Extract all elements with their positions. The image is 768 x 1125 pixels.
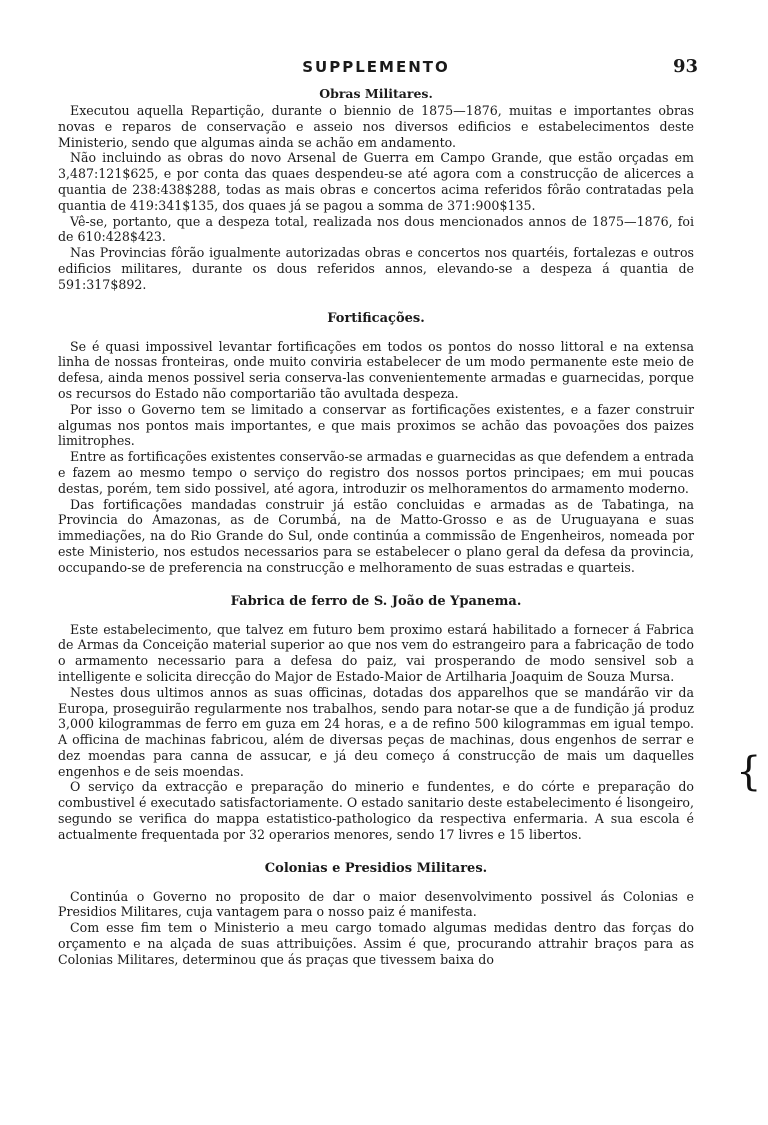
paragraph: Este estabelecimento, que talvez em futuro bem proximo estará habilitado a fornecer á Fabrica de Armas da Conceição material superior ao que nos vem do estrangeiro para a fabricação de todo o armamento necessario para a defesa do paiz, vai prosperando de modo sensivel sob a intelligente e solicita direcção do Major de Estado-Maior de Artilharia Joaquim de Souza Mursa. — [58, 621, 694, 684]
paragraph: Entre as fortificações existentes conservão-se armadas e guarnecidas as que defendem a entrada e fazem ao mesmo tempo o serviço do registro dos nossos portos principaes; em mui poucas destas, porém, tem sido possivel, até agora, introduzir os melhoramentos do armamento moderno. — [58, 449, 694, 496]
page-number: 93 — [672, 56, 698, 77]
paragraph: Executou aquella Repartição, durante o biennio de 1875—1876, muitas e importantes obras novas e reparos de conservação e asseio nos diversos edificios e estabelecimentos deste Ministerio, sendo que algumas ainda se achão em andamento. — [58, 103, 694, 150]
paragraph: Nestes dous ultimos annos as suas officinas, dotadas dos apparelhos que se mandárão vir da Europa, proseguirão regularmente nos trabalhos, sendo para notar-se que a de fundição já produz 3,000 kilogrammas de ferro em guza em 24 horas, e a de refino 500 kilogrammas em igual tempo. A officina de machinas fabricou, além de diversas peças de machinas, dous engenhos de serrar e dez moendas para canna de assucar, e já deu começo á construcção de mais um daquelles engenhos e de seis moendas. — [58, 684, 694, 779]
paragraph: Não incluindo as obras do novo Arsenal de Guerra em Campo Grande, que estão orçadas em 3,487:121$625, e por conta das quaes despendeu-se até agora com a construcção de alicerces a quantia de 238:438$288, todas as mais obras e concertos acima referidos fôrão contratadas pela quantia de 419:341$135, dos quaes já se pagou a somma de 371:900$135. — [58, 150, 694, 213]
page-header — [58, 56, 698, 86]
paragraph: Por isso o Governo tem se limitado a conservar as fortificações existentes, e a fazer construir algumas nos pontos mais importantes, e que mais proximos se achão das povoações dos paizes limitrophes. — [58, 401, 694, 449]
paragraph: Vê-se, portanto, que a despeza total, realizada nos dous mencionados annos de 1875—1876, foi de 610:428$423. — [58, 213, 694, 245]
section-title: Obras Militares. — [319, 86, 433, 101]
paragraph: Continúa o Governo no proposito de dar o maior desenvolvimento possivel ás Colonias e Presidios Militares, cuja vantagem para o nosso paiz é manifesta. — [58, 888, 694, 920]
section-title: Fortificações. — [327, 310, 425, 326]
section-fabrica-ypanema — [58, 594, 694, 843]
paragraph: Nas Provincias fôrão igualmente autorizadas obras e concertos nos quartéis, fortalezas e outros edificios militares, durante os dous referidos annos, elevando-se a despeza á quantia de 591:317$892. — [58, 245, 694, 292]
paragraph: Das fortificações mandadas construir já estão concluidas e armadas as de Tabatinga, na Provincia do Amazonas, as de Corumbá, na de Matto-Grosso e as de Uruguayana e suas immediações, na do Rio Grande do Sul, onde continúa a commissão de Engenheiros, nomeada por este Ministerio, nos estudos necessarios para se estabelecer o plano geral da defesa da provincia, occupando-se de preferencia na construcção e melhoramento de suas estradas e quarteis. — [58, 496, 694, 575]
margin-bracket-mark: { — [736, 749, 762, 795]
section-colonias-presidios — [58, 861, 694, 968]
paragraph: O serviço da extracção e preparação do minerio e fundentes, e do córte e preparação do combustivel é executado satisfactoriamente. O estado sanitario deste estabelecimento é lisongeiro, segundo se verifica do mappa estatistico-pathologico da respectiva enfermaria. A sua escola é actualmente frequentada por 32 operarios menores, sendo 17 livres e 15 libertos. — [58, 779, 694, 842]
paragraph: Com esse fim tem o Ministerio a meu cargo tomado algumas medidas dentro das forças do orçamento e na alçada de suas attribuições. Assim é que, procurando attrahir braços para as Colonias Militares, determinou que ás praças que tivessem baixa do — [58, 920, 694, 967]
section-fortificacoes — [58, 311, 694, 576]
document-page — [58, 56, 698, 968]
running-title: SUPPLEMENTO — [302, 58, 450, 76]
section-title: Colonias e Presidios Militares. — [264, 860, 488, 876]
section-title: Fabrica de ferro de S. João de Ypanema. — [230, 593, 522, 609]
paragraph: Se é quasi impossivel levantar fortificações em todos os pontos do nosso littoral e na extensa linha de nossas fronteiras, onde muito conviria estabelecer de um modo permanente este meio de defesa, ainda menos possivel seria conserva-las convenientemente armadas e guarnecidas, porque os recursos do Estado não comportarião tão avultada despeza. — [58, 338, 694, 401]
section-obras-militares — [58, 86, 694, 293]
